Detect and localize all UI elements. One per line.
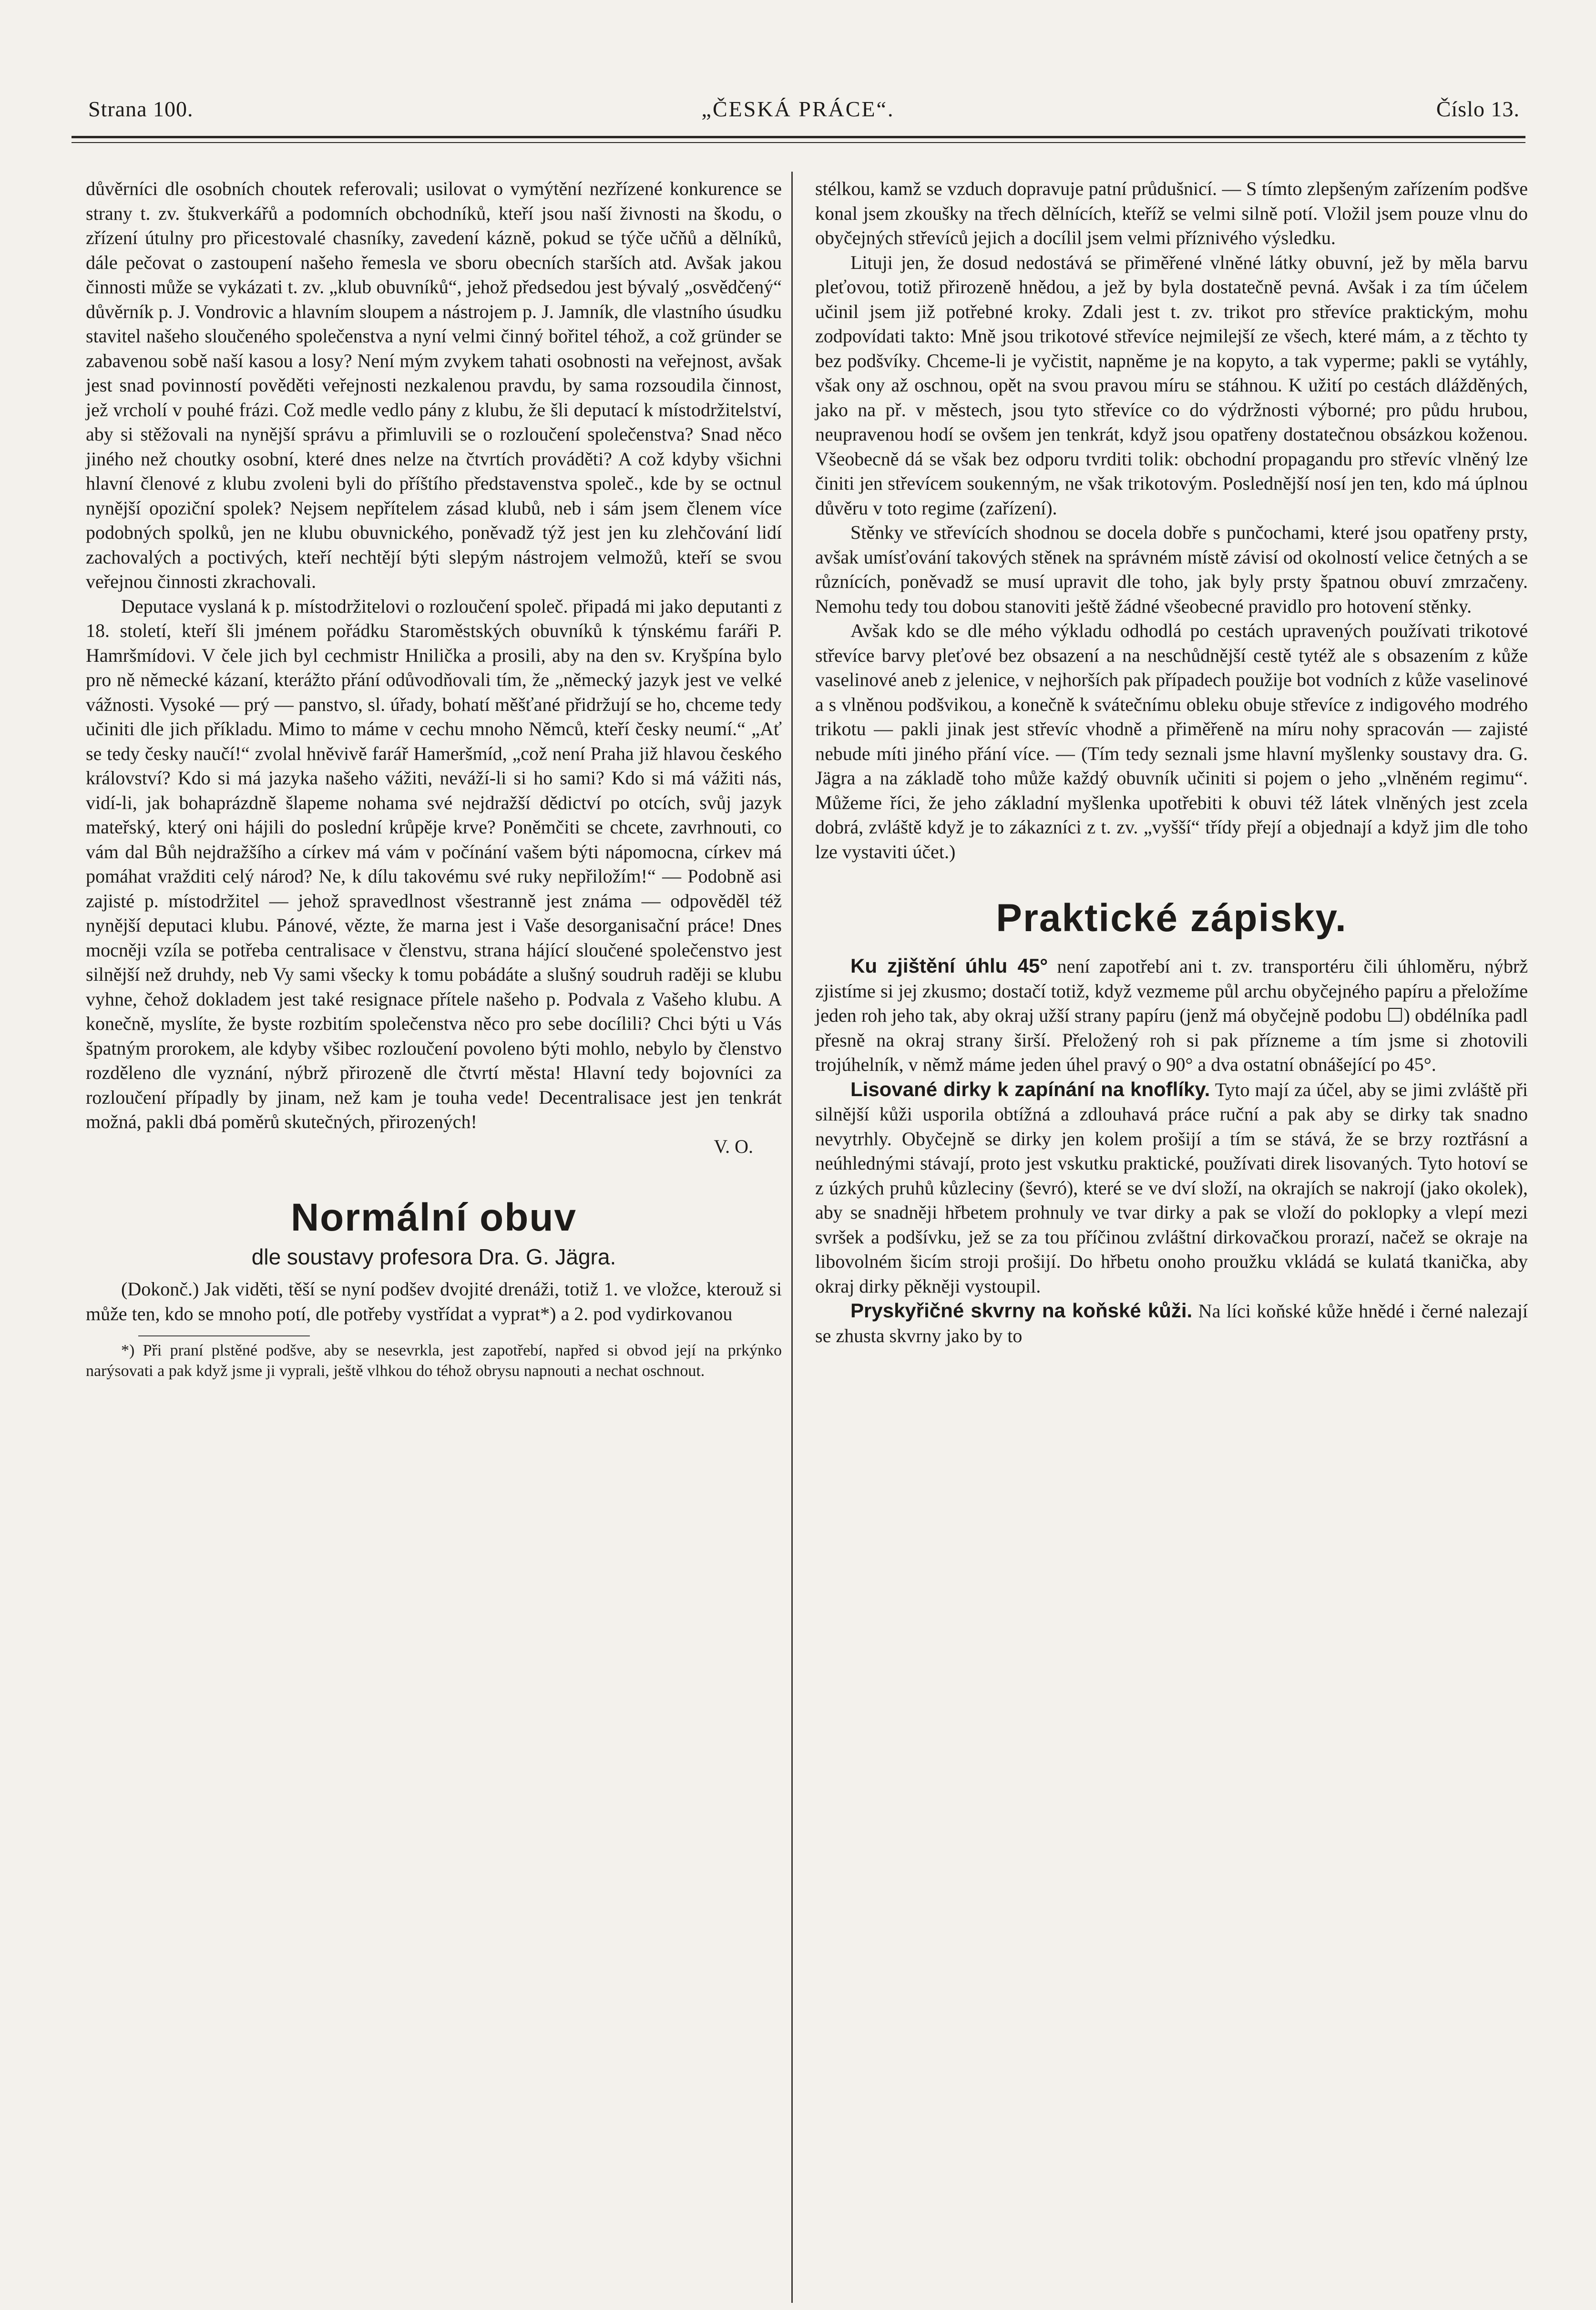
note-heading: Lisované dirky k zapínání na knoflíky. — [850, 1078, 1210, 1100]
article-subtitle: dle soustavy profesora Dra. G. Jägra. — [251, 1244, 616, 1269]
article-paragraph: stélkou, kamž se vzduch dopravuje patní průdušnicí. — S tímto zlepšeným zařízením podšve konal jsem zkoušky na třech dělnících, kteříž se velmi silně potí. Vložil jsem pouze vlnu do obyčejných střevíců jejich a docílil jsem velmi příznivého výsledku. — [815, 178, 1528, 248]
note-heading: Pryskyřičné skvrny na koňské kůži. — [850, 1299, 1193, 1322]
footnote-rule — [138, 1335, 310, 1336]
article-paragraph: Stěnky ve střevících shodnou se docela dobře s punčochami, které jsou opatřeny prsty, avšak umísťování takových stěnek na správném místě závisí od okolností velice četných a se různících, poněvadž se musí upravit dle toho, jak byly prsty špatnou obuví zmrzačeny. Nemohu tedy tou dobou stanoviti ještě žádné všeobecné pravidlo pro hotovení stěnky. — [815, 522, 1528, 617]
issue-number: Číslo 13. — [1436, 97, 1520, 121]
note-text: není zapotřebí ani t. zv. transportéru čili úhloměru, nýbrž zjistíme si jej zkusmo; dostačí totiž, když vezmeme půl archu obyčejného papíru a přeložíme jeden roh jeho tak, aby okraj užší strany papíru (jenž má obyčejně podobu ☐) obdélníka padl přesně na okraj strany širší. Přeložený roh si pak přízneme a tím jsme si zhotovili trojúhelník, v němž máme jeden úhel pravý o 90° a dva ostatní obnášející po 45°. — [815, 955, 1528, 1075]
note-item — [815, 1298, 1528, 1348]
article-paragraph: důvěrníci dle osobních choutek referovali; usilovat o vymýtění nezřízené konkurence se strany t. zv. štukverkářů a podomních obchodníků, kteří jsou naší živnosti na škodu, o zřízení útulny pro přicestovalé chasníky, zavedení kázně, pokud se týče učňů a dělníků, dále pečovat o zastoupení našeho řemesla ve sboru obecních starších atd. Avšak jakou činnosti může se vykázati t. zv. „klub obuvníků“, jehož předsedou jest bývalý „osvědčený“ důvěrník p. J. Vondrovic a hlavním sloupem a nástrojem p. J. Jamník, dle vlastního úsudku stavitel našeho sloučeného společenstva a nyní velmi činný bořitel téhož, a což gründer se zabavenou sobě naší kasou a losy? Není mým zvykem tahati osobnosti na veřejnost, avšak jest snad povinností pověděti veřejnosti nezkalenou pravdu, by sama rozsoudila činnost, jež vrcholí v pouhé frázi. Což medle vedlo pány z klubu, že šli deputací k místodržitelství, aby si stěžovali na nynější správu a přimluvili se o rozloučení společenstva? Snad něco jiného než choutky osobní, které dnes nelze na čtvrtích prováděti? A což kdyby všichni hlavní členové z klubu zvoleni byli do příštího představenstva společ., kde by se octnul nynější opoziční spolek? Nejsem nepřítelem zásad klubů, neb i sám jsem členem více podobných spolků, jen ne klubu obuvnického, poněvadž týž jest jen ku zlehčování lidí zachovalých a poctivých, kteří nechtějí býti slepým nástrojem velmožů, kteří se svou veřejnou činnosti zkrachovali. — [86, 178, 782, 592]
article-paragraph: Lituji jen, že dosud nedostává se přiměřené vlněné látky obuvní, jež by měla barvu pleťovou, totiž přirozeně hnědou, a jež by byla dostatečně pevná. Avšak i za tím účelem učinil jsem již potřebné kroky. Zdali jest t. zv. trikot pro střevíce praktickým, mohu zodpovídati takto: Mně jsou trikotové střevíce nejmilejší ze všech, které mám, a z těchto ty bez podšvíky. Chceme-li je vyčistit, napněme je na kopyto, a tak vyperme; pakli se vytáhly, však ony až oschnou, opět na svou pravou míru se stáhnou. K užití po cestách dlážděných, jako na př. v městech, jsou tyto střevíce co do výdržnosti výborné; pro půdu hrubou, neupravenou hodí se ovšem jen tenkrát, když jsou opatřeny dostatečnou obsázkou koženou. Všeobecně dá se však bez odporu tvrditi tolik: obchodní propagandu pro střevíc vlněný lze činiti jen střevícem soukenným, ne však trikotovým. Poslednější nosí jen ten, kdo má úplnou důvěru v toto regime (zařízení). — [815, 251, 1528, 519]
right-column — [815, 176, 1528, 1348]
header-rule — [72, 136, 1525, 138]
journal-title: „ČESKÁ PRÁCE“. — [701, 97, 895, 121]
page-number: Strana 100. — [88, 97, 194, 121]
note-text: Tyto mají za účel, aby se jimi zvláště při silnější kůži usporila obtížná a zdlouhavá práce ruční a pak aby se dirky tak snadno nevytrhly. Obyčejně se dirky jen kolem prošijí a tím se stává, že se brzy roztřásní a neúhlednými stávají, proto jest vskutku praktické, používati direk lisovaných. Tyto hotoví se z úzkých pruhů kůzleciny (ševró), které se ve dví složí, na okrajích se nakrojí (jako okolek), aby se snadněji hřbetem prohnuly ve tvar dirky a pak se vloží do poklopky a vlepí mezi svršek a podšívku, jež se za tou příčinou zvláštní dirkovačkou prorazí, načež se okraje na libovolném šicím stroji prošijí. Do hřbetu onoho proužku vkládá se kulatá tkanička, aby okraj dirky pěkněji vystoupil. — [815, 1078, 1528, 1297]
note-text: Na líci koňské kůže hnědé i černé nalezají se zhusta skvrny jako by to — [815, 1300, 1528, 1346]
article-paragraph: (Dokonč.) Jak viděti, těší se nyní podšev dvojité drenáži, totiž 1. ve vložce, kterouž si může ten, kdo se mnoho potí, dle potřeby vystřídat a vyprat*) a 2. pod vydirkovanou — [86, 1278, 782, 1324]
note-item — [815, 954, 1528, 1077]
footnote: *) Při praní plstěné podšve, aby se nesevrkla, jest zapotřebí, napřed si obvod její na prkýnko narýsovati a pak když jsme ji vyprali, ještě vlhkou do téhož obrysu napnouti a nechat oschnout. — [86, 1342, 782, 1380]
note-item — [815, 1077, 1528, 1299]
note-heading: Ku zjištění úhlu 45° — [850, 955, 1048, 977]
signature-spacer — [86, 1134, 91, 1159]
header-rule-thin — [72, 142, 1525, 143]
article-paragraph: Avšak kdo se dle mého výkladu odhodlá po cestách upravených používati trikotové střevíce barvy pleťové bez obsazení a na neschůdnější cestě tytéž ale s obsazením z kůže vaselinové aneb z jelenice, v nejhorších pak případech použije bot vodních z kůže vaselinové a s vlněnou podšvikou, a konečně k svátečnímu obleku obuje střevíce z indigového modrého trikotu — pakli jinak jest střevíc vhodně a přiměřeně na míru nohy spracován — zajisté nebude míti jiného přání více. — (Tím tedy seznali jsme hlavní myšlenky soustavy dra. G. Jägra a na základě toho může každý obuvník učiniti si pojem o jeho „vlněném regimu“. Můžeme říci, že jeho základní myšlenka upotřebiti k obuvi též látek vlněných jest zcela dobrá, zvláště když je to zákazníci z t. zv. „vyšší“ třídy přejí a objednají a když jim dle toho lze vystaviti účet.) — [815, 620, 1528, 862]
article-signature — [86, 1134, 782, 1159]
article-title: Normální obuv — [290, 1196, 577, 1239]
article-paragraph: Deputace vyslaná k p. místodržitelovi o rozloučení společ. připadá mi jako deputanti z 18. století, kteří šli jménem pořádku Staroměstských obuvníků k týnskému faráři P. Hamršmídovi. V čele jich byl cechmistr Hnilička a prosili, aby na den sv. Kryšpína bylo pro ně německé kázaní, kterážto přání odůvodňovali tím, že „německý jazyk jest ve velké vážnosti. Vysoké — prý — panstvo, sl. úřady, bohatí měšťané přidržují se ho, chceme tedy učiniti dle jich příkladu. Mimo to máme v cechu mnoho Němců, kteří česky neumí.“ „Ať se tedy česky naučí!“ zvolal hněvivě farář Hameršmíd, „což není Praha již hlavou českého království? Kdo si má jazyka našeho vážiti, neváží-li si ho sami? Kdo si má vážiti nás, vidí-li, jak bohaprázdně šlapeme nohama své nejdražší dědictví po otcích, svůj jazyk mateřský, který oni hájili do poslední krůpěje krve? Poněmčiti se chcete, zavrhnouti, co vám dal Bůh nejdražšího a církev má vám v počínání vašem býti nápomocna, církev má pomáhat vražditi celý národ? Ne, k dílu takovému své ruky nepřiložím!“ — Podobně asi zajisté p. místodržitel — jehož spravedlnost všestranně jest známa — odpověděl též nynější deputaci klubu. Pánové, vězte, že marna jest i Vaše desorganisační práce! Dnes mocněji vzíla se potřeba centralisace v členstvu, strana hájící sloučené společenstvo jest silnější než druhdy, neb Vy sami všecky k tomu pobádáte a slušný soudruh raději se klubu vyhne, čehož dokladem jest také resignace přítele našeho p. Podvala z Vašeho klubu. A konečně, myslíte, že byste rozbitím společenstva něco pro sebe docílili? Chci býti u Vás špatným prorokem, ale kdyby všibec rozloučení povoleno býti mohlo, nebylo by členstvo rozděleno dle vyznání, nýbrž přirozeně dle čtvrtí města! Hlavní tedy bojovníci za rozloučení případly by jinam, než kam je touha vede! Decentralisace jest jen tenkrát možná, pakli dbá poměrů skutečných, přirozených! — [86, 595, 782, 1132]
column-divider — [791, 172, 793, 2303]
section-title: Praktické zápisky. — [996, 896, 1347, 940]
signature-text: V. O. — [714, 1135, 753, 1157]
left-column — [86, 176, 782, 1381]
